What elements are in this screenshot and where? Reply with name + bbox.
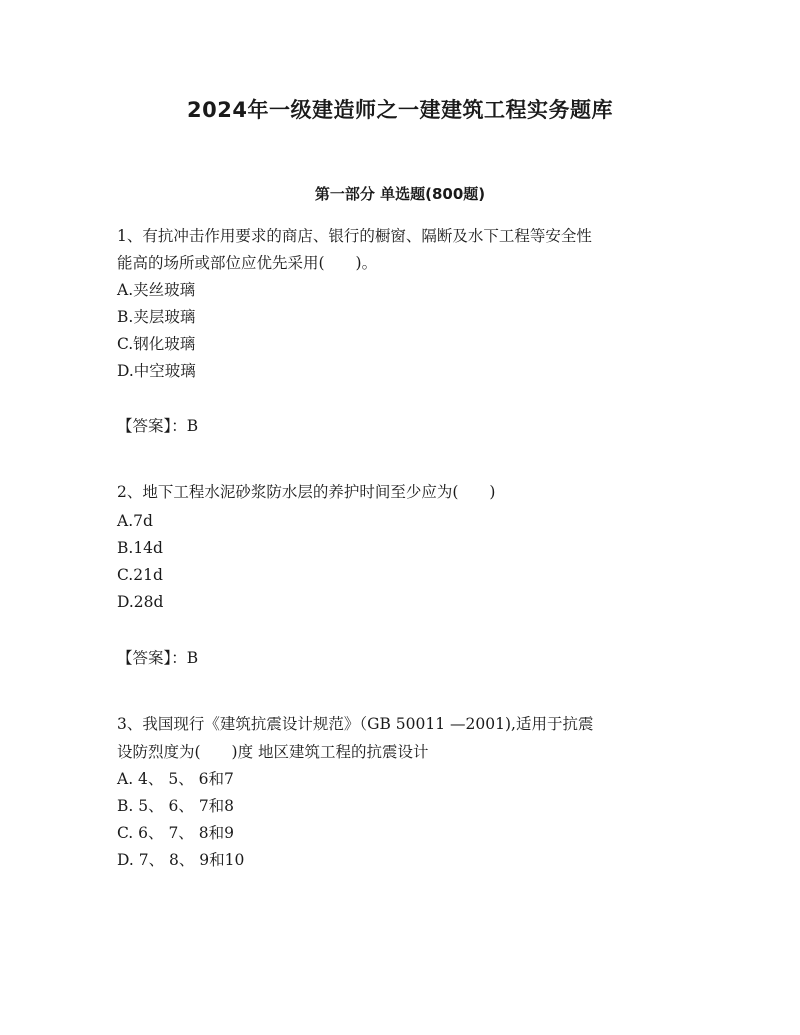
question-3-option-d: D. 7、 8、 9和10 [117, 851, 245, 869]
question-2-option-c: C.21d [117, 566, 163, 584]
question-2-option-a: A.7d [117, 512, 153, 530]
question-1-option-d: D.中空玻璃 [117, 362, 196, 380]
question-3-stem-line-1: 3、我国现行《建筑抗震设计规范》（GB 50011 —2001),适用于抗震 [117, 715, 594, 733]
question-2-option-d: D.28d [117, 593, 164, 611]
question-2-stem-line-1: 2、地下工程水泥砂浆防水层的养护时间至少应为( ) [117, 483, 496, 501]
question-3-stem-line-2: 设防烈度为( )度 地区建筑工程的抗震设计 [117, 743, 429, 761]
question-3-option-a: A. 4、 5、 6和7 [117, 770, 234, 788]
question-1-answer: 【答案】：B [117, 417, 199, 435]
question-1-option-a: A.夹丝玻璃 [117, 281, 196, 299]
document-title: 2024年一级建造师之一建建筑工程实务题库 [187, 98, 613, 122]
question-3-option-b: B. 5、 6、 7和8 [117, 797, 235, 815]
question-2-option-b: B.14d [117, 539, 163, 557]
question-1-stem-line-1: 1、有抗冲击作用要求的商店、银行的橱窗、隔断及水下工程等安全性 [117, 227, 592, 245]
question-1-option-c: C.钢化玻璃 [117, 335, 196, 353]
section-title: 第一部分 单选题(800题) [314, 185, 486, 203]
question-1-option-b: B.夹层玻璃 [117, 308, 196, 326]
question-3-option-c: C. 6、 7、 8和9 [117, 824, 234, 842]
question-1-stem-line-2: 能高的场所或部位应优先采用( )。 [117, 254, 378, 272]
question-2-answer: 【答案】：B [117, 649, 199, 667]
